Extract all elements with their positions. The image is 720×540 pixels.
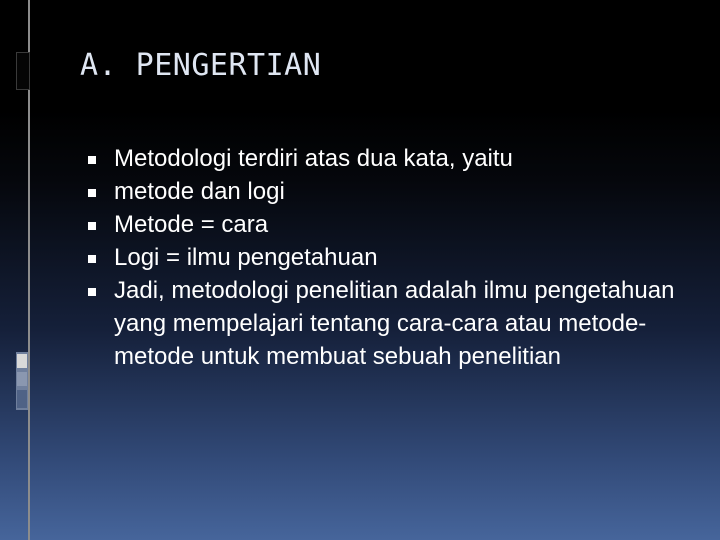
bullet-text: Logi = ilmu pengetahuan (114, 244, 378, 271)
bullet-item (88, 274, 698, 373)
title-accent-block (16, 52, 30, 90)
square-bullet-icon (88, 189, 96, 197)
bullet-text: Metodologi terdiri atas dua kata, yaitu (114, 145, 513, 172)
bullet-text: metode dan logi (114, 178, 285, 205)
bullet-item (88, 208, 698, 241)
side-accent-block (16, 352, 28, 410)
bullet-text: Metode = cara (114, 211, 269, 238)
bullet-item (88, 142, 698, 175)
square-bullet-icon (88, 255, 96, 263)
square-bullet-icon (88, 288, 96, 296)
bullet-text: Jadi, metodologi penelitian adalah ilmu pengetahuan yang mempelajari tentang cara-cara atau metode-metode untuk membuat sebuah penelitian (114, 277, 675, 370)
square-bullet-icon (88, 156, 96, 164)
bullet-item (88, 175, 698, 208)
square-bullet-icon (88, 222, 96, 230)
slide-title: A. PENGERTIAN (80, 48, 322, 83)
bullet-item (88, 241, 698, 274)
bullet-list (88, 142, 698, 373)
